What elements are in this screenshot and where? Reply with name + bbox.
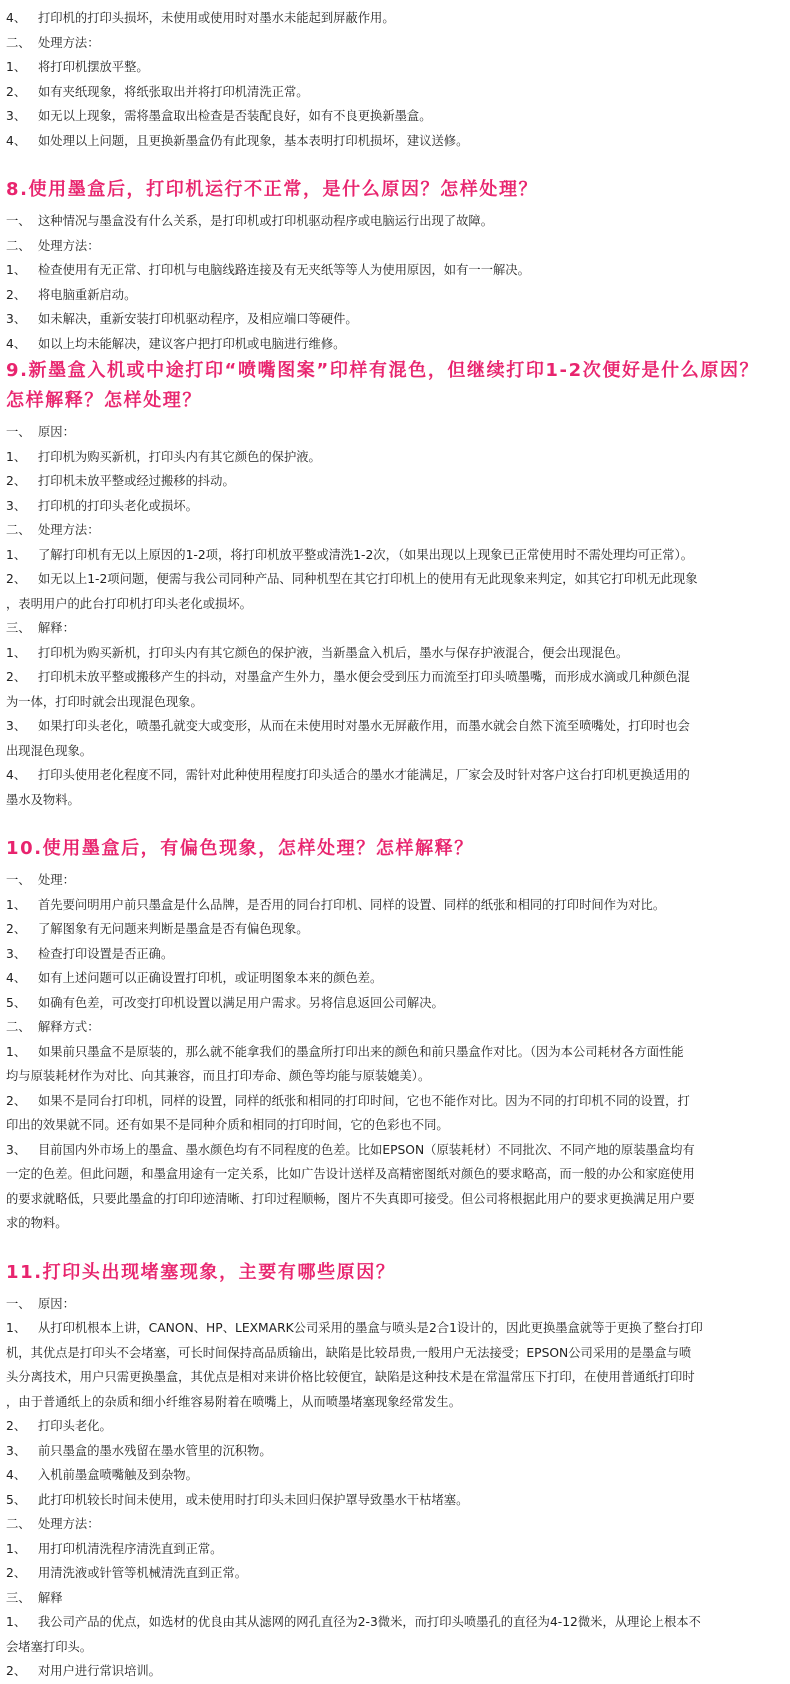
text-line (6, 1064, 778, 1089)
item-number: 1、 (6, 645, 27, 660)
item-number: 3、 (6, 719, 27, 733)
text-line (6, 1463, 778, 1488)
item-text: 原因： (38, 1296, 75, 1311)
item-number: 二、 (6, 238, 31, 253)
item-number: 1、 (6, 1044, 27, 1059)
item-text: 如处理以上问题，且更换新墨盒仍有此现象，基本表明打印机损坏，建议送修。 (38, 133, 469, 148)
item-number: 1、 (6, 60, 27, 74)
text-line (6, 1015, 778, 1040)
text-line (6, 1292, 778, 1317)
text-line (6, 129, 778, 154)
text-line (6, 1187, 778, 1212)
item-text: 用清洗液或针管等机械清洗直到正常。 (38, 1566, 248, 1580)
text-line (6, 469, 778, 494)
item-number: 2、 (6, 287, 27, 302)
text-line (6, 1561, 778, 1586)
item-text: 处理方法： (38, 1517, 100, 1531)
section-s10 (6, 812, 778, 1236)
text-line (6, 1341, 778, 1366)
item-text: 如果不是同台打印机，同样的设置，同样的纸张和相同的打印时间，它也不能作对比。因为不同的打印机不同的设置，打 (38, 1093, 690, 1108)
item-text: 如未解决，重新安装打印机驱动程序，及相应端口等硬件。 (38, 312, 358, 326)
text-line (6, 1610, 778, 1635)
item-text: 了解图象有无问题来判断是墨盒是否有偏色现象。 (38, 922, 309, 936)
item-text: 原因： (38, 425, 75, 439)
item-text: 打印机未放平整或经过搬移的抖动。 (38, 474, 235, 488)
text-line (6, 1365, 778, 1390)
item-text: 打印机的打印头损坏，未使用或使用时对墨水未能起到屏蔽作用。 (38, 11, 395, 25)
item-text: 均与原装耗材作为对比、向其兼容，而且打印寿命、颜色等均能与原装媲美）。 (6, 1069, 431, 1083)
section-heading: 11.打印头出现堵塞现象，主要有哪些原因？ (6, 1261, 396, 1283)
text-line (6, 1162, 778, 1187)
text-line (6, 104, 778, 129)
item-text: 打印机为购买新机，打印头内有其它颜色的保护液，当新墨盒入机后，墨水与保存护液混合，便会出现混色。 (38, 645, 629, 660)
text-line (6, 917, 778, 942)
text-line (6, 1586, 778, 1611)
item-text: 了解打印机有无以上原因的1-2项，将打印机放平整或清洗1-2次，（如果出现以上现象已正常使用时不需处理均可正常）。 (38, 547, 694, 562)
text-line (6, 592, 778, 617)
item-text: 解释 (38, 1590, 63, 1605)
item-text: 解释： (38, 621, 75, 635)
text-line (6, 1089, 778, 1114)
text-line (6, 991, 778, 1016)
text-line (6, 1512, 778, 1537)
section-s7-tail (6, 6, 778, 153)
item-text: 如无以上1-2项问题，便需与我公司同种产品、同种机型在其它打印机上的使用有无此现象来判定，如其它打印机无此现象 (38, 572, 698, 586)
section-gap (6, 153, 778, 175)
text-line (6, 1635, 778, 1660)
item-number: 2、 (6, 84, 27, 99)
item-number: 5、 (6, 995, 27, 1010)
text-line (6, 1390, 778, 1415)
item-number: 2、 (6, 1664, 27, 1678)
item-number: 4、 (6, 11, 27, 25)
section-heading: 8.使用墨盒后，打印机运行不正常，是什么原因？怎样处理？ (6, 179, 539, 200)
item-number: 一、 (6, 1296, 31, 1311)
item-number: 二、 (6, 1020, 31, 1034)
text-line (6, 1537, 778, 1562)
item-number: 2、 (6, 1566, 27, 1580)
item-number: 1、 (6, 1615, 27, 1629)
text-line (6, 641, 778, 666)
item-text: 从打印机根本上讲，CANON、HP、LEXMARK公司采用的墨盒与喷头是2合1设计的，因此更换墨盒就等于更换了整台打印 (38, 1321, 703, 1335)
text-line (6, 332, 778, 357)
text-line (6, 966, 778, 991)
item-text: 如以上均未能解决，建议客户把打印机或电脑进行维修。 (38, 336, 346, 351)
section-heading: 9.新墨盒入机或中途打印“喷嘴图案”印样有混色，但继续打印1-2次便好是什么原因？怎样解释？怎样处理？ (6, 360, 760, 411)
item-text: 对用户进行常识培训。 (38, 1664, 161, 1678)
text-line (6, 55, 778, 80)
item-text: 机，其优点是打印头不会堵塞，可长时间保持高品质输出，缺陷是比较昂贵,一般用户无法接受；EPSON公司采用的是墨盒与喷 (6, 1345, 692, 1360)
item-text: 打印机未放平整或搬移产生的抖动，对墨盒产生外力，墨水便会受到压力而流至打印头喷墨嘴，而形成水滴或几种颜色混 (38, 670, 690, 684)
item-number: 4、 (6, 1468, 27, 1482)
item-text: 入机前墨盒喷嘴触及到杂物。 (38, 1468, 198, 1482)
item-text: 检查打印设置是否正确。 (38, 946, 174, 961)
text-line (6, 942, 778, 967)
text-line (6, 543, 778, 568)
item-number: 3、 (6, 312, 27, 326)
item-text: 用打印机清洗程序清洗直到正常。 (38, 1541, 223, 1556)
item-text: 出现混色现象。 (6, 743, 93, 758)
item-number: 1、 (6, 263, 27, 277)
section-s9 (6, 356, 778, 812)
text-line (6, 1439, 778, 1464)
item-text: 打印头使用老化程度不同，需针对此种使用程度打印头适合的墨水才能满足，厂家会及时针对客户这台打印机更换适用的 (38, 768, 690, 782)
item-number: 3、 (6, 109, 27, 123)
item-number: 1、 (6, 1541, 27, 1556)
item-text: 如有上述问题可以正确设置打印机，或证明图象本来的颜色差。 (38, 971, 383, 985)
text-line (6, 690, 778, 715)
item-text: 会堵塞打印头。 (6, 1639, 93, 1654)
item-text: 头分离技术，用户只需更换墨盒，其优点是相对来讲价格比较便宜，缺陷是这种技术是在常温常压下打印，在使用普通纸打印时 (6, 1370, 695, 1384)
item-number: 二、 (6, 35, 31, 50)
text-line (6, 307, 778, 332)
item-number: 2、 (6, 670, 27, 684)
text-line (6, 1211, 778, 1236)
text-line (6, 518, 778, 543)
item-text: 如果前只墨盒不是原装的，那么就不能拿我们的墨盒所打印出来的颜色和前只墨盒作对比。（因为本公司耗材各方面性能 (38, 1044, 684, 1059)
item-text: 解释方式： (38, 1020, 100, 1034)
item-number: 2、 (6, 1093, 27, 1108)
item-number: 二、 (6, 1517, 31, 1531)
text-line (6, 494, 778, 519)
text-line (6, 739, 778, 764)
text-line (6, 234, 778, 259)
item-number: 4、 (6, 768, 27, 782)
text-line (6, 1316, 778, 1341)
item-text: ，由于普通纸上的杂质和细小纤维容易附着在喷嘴上，从而喷墨堵塞现象经常发生。 (6, 1394, 461, 1409)
item-number: 1、 (6, 449, 27, 464)
section-heading: 10.使用墨盒后，有偏色现象，怎样处理？怎样解释？ (6, 838, 474, 859)
item-text: 如有夹纸现象，将纸张取出并将打印机清洗正常。 (38, 84, 309, 99)
text-line (6, 258, 778, 283)
item-text: 处理方法： (38, 35, 100, 50)
item-text: 目前国内外市场上的墨盒、墨水颜色均有不同程度的色差。比如EPSON（原装耗材）不同批次、不同产地的原装墨盒均有 (38, 1142, 695, 1157)
item-number: 1、 (6, 1321, 27, 1335)
item-text: 如确有色差，可改变打印机设置以满足用户需求。另将信息返回公司解决。 (38, 995, 444, 1010)
item-number: 3、 (6, 1142, 27, 1157)
text-line (6, 1113, 778, 1138)
item-text: 将电脑重新启动。 (38, 287, 137, 302)
item-text: 将打印机摆放平整。 (38, 60, 149, 74)
text-line (6, 616, 778, 641)
text-line (6, 893, 778, 918)
item-text: 如无以上现象，需将墨盒取出检查是否装配良好，如有不良更换新墨盒。 (38, 109, 432, 123)
item-text: 如果打印头老化，喷墨孔就变大或变形，从而在未使用时对墨水无屏蔽作用，而墨水就会自然下流至喷嘴处，打印时也会 (38, 719, 690, 733)
item-text: 的要求就略低，只要此墨盒的打印印迹清晰、打印过程顺畅，图片不失真即可接受。但公司将根据此用户的要求更换满足用户要 (6, 1191, 695, 1206)
text-line (6, 31, 778, 56)
text-line (6, 209, 778, 234)
text-line (6, 1488, 778, 1513)
section-gap (6, 1236, 778, 1258)
item-text: 打印机的打印头老化或损坏。 (38, 498, 198, 513)
item-number: 5、 (6, 1492, 27, 1507)
item-number: 1、 (6, 897, 27, 912)
item-number: 4、 (6, 133, 27, 148)
item-text: 这种情况与墨盒没有什么关系，是打印机或打印机驱动程序或电脑运行出现了故障。 (38, 214, 493, 228)
item-number: 一、 (6, 425, 31, 439)
section-s8 (6, 153, 778, 356)
item-number: 1、 (6, 547, 27, 562)
text-line (6, 445, 778, 470)
item-number: 4、 (6, 336, 27, 351)
item-number: 2、 (6, 572, 27, 586)
item-text: 前只墨盒的墨水残留在墨水管里的沉积物。 (38, 1443, 272, 1458)
item-number: 2、 (6, 474, 27, 488)
text-line (6, 1659, 778, 1684)
item-text: 为一体，打印时就会出现混色现象。 (6, 694, 203, 709)
item-number: 4、 (6, 971, 27, 985)
item-number: 二、 (6, 523, 31, 537)
item-text: 检查使用有无正常、打印机与电脑线路连接及有无夹纸等等人为使用原因，如有一一解决。 (38, 263, 530, 277)
item-text: 打印头老化。 (38, 1419, 112, 1433)
text-line (6, 665, 778, 690)
item-text: 首先要问明用户前只墨盒是什么品牌，是否用的同台打印机、同样的设置、同样的纸张和相同的打印时间作为对比。 (38, 897, 666, 912)
text-line (6, 567, 778, 592)
text-line (6, 788, 778, 813)
text-line (6, 80, 778, 105)
item-number: 三、 (6, 1590, 31, 1605)
item-text: 墨水及物料。 (6, 792, 80, 807)
item-text: 印出的效果就不同。还有如果不是同种介质和相同的打印时间，它的色彩也不同。 (6, 1118, 449, 1132)
item-number: 三、 (6, 621, 31, 635)
item-text: 处理方法： (38, 523, 100, 537)
text-line (6, 6, 778, 31)
item-number: 3、 (6, 946, 27, 961)
item-text: 打印机为购买新机，打印头内有其它颜色的保护液。 (38, 449, 321, 464)
item-number: 3、 (6, 1443, 27, 1458)
text-line (6, 1138, 778, 1163)
item-text: 我公司产品的优点，如选材的优良由其从滤网的网孔直径为2-3微米，而打印头喷墨孔的直径为4-12微米，从理论上根本不 (38, 1615, 701, 1629)
text-line (6, 1040, 778, 1065)
item-text: 处理方法： (38, 238, 100, 253)
section-s11 (6, 1236, 778, 1684)
item-text: ，表明用户的此台打印机打印头老化或损坏。 (6, 596, 252, 611)
text-line (6, 283, 778, 308)
item-text: 一定的色差。但此问题，和墨盒用途有一定关系，比如广告设计送样及高精密图纸对颜色的要求略高，而一般的办公和家庭使用 (6, 1167, 695, 1181)
item-number: 2、 (6, 922, 27, 936)
item-number: 一、 (6, 214, 31, 228)
item-text: 处理： (38, 873, 75, 887)
item-number: 一、 (6, 873, 31, 887)
text-line (6, 420, 778, 445)
text-line (6, 1414, 778, 1439)
text-line (6, 868, 778, 893)
item-text: 此打印机较长时间未使用，或未使用时打印头未回归保护罩导致墨水干枯堵塞。 (38, 1492, 469, 1507)
item-number: 3、 (6, 498, 27, 513)
item-number: 2、 (6, 1419, 27, 1433)
item-text: 求的物料。 (6, 1216, 68, 1230)
text-line (6, 714, 778, 739)
text-line (6, 763, 778, 788)
section-gap (6, 812, 778, 834)
